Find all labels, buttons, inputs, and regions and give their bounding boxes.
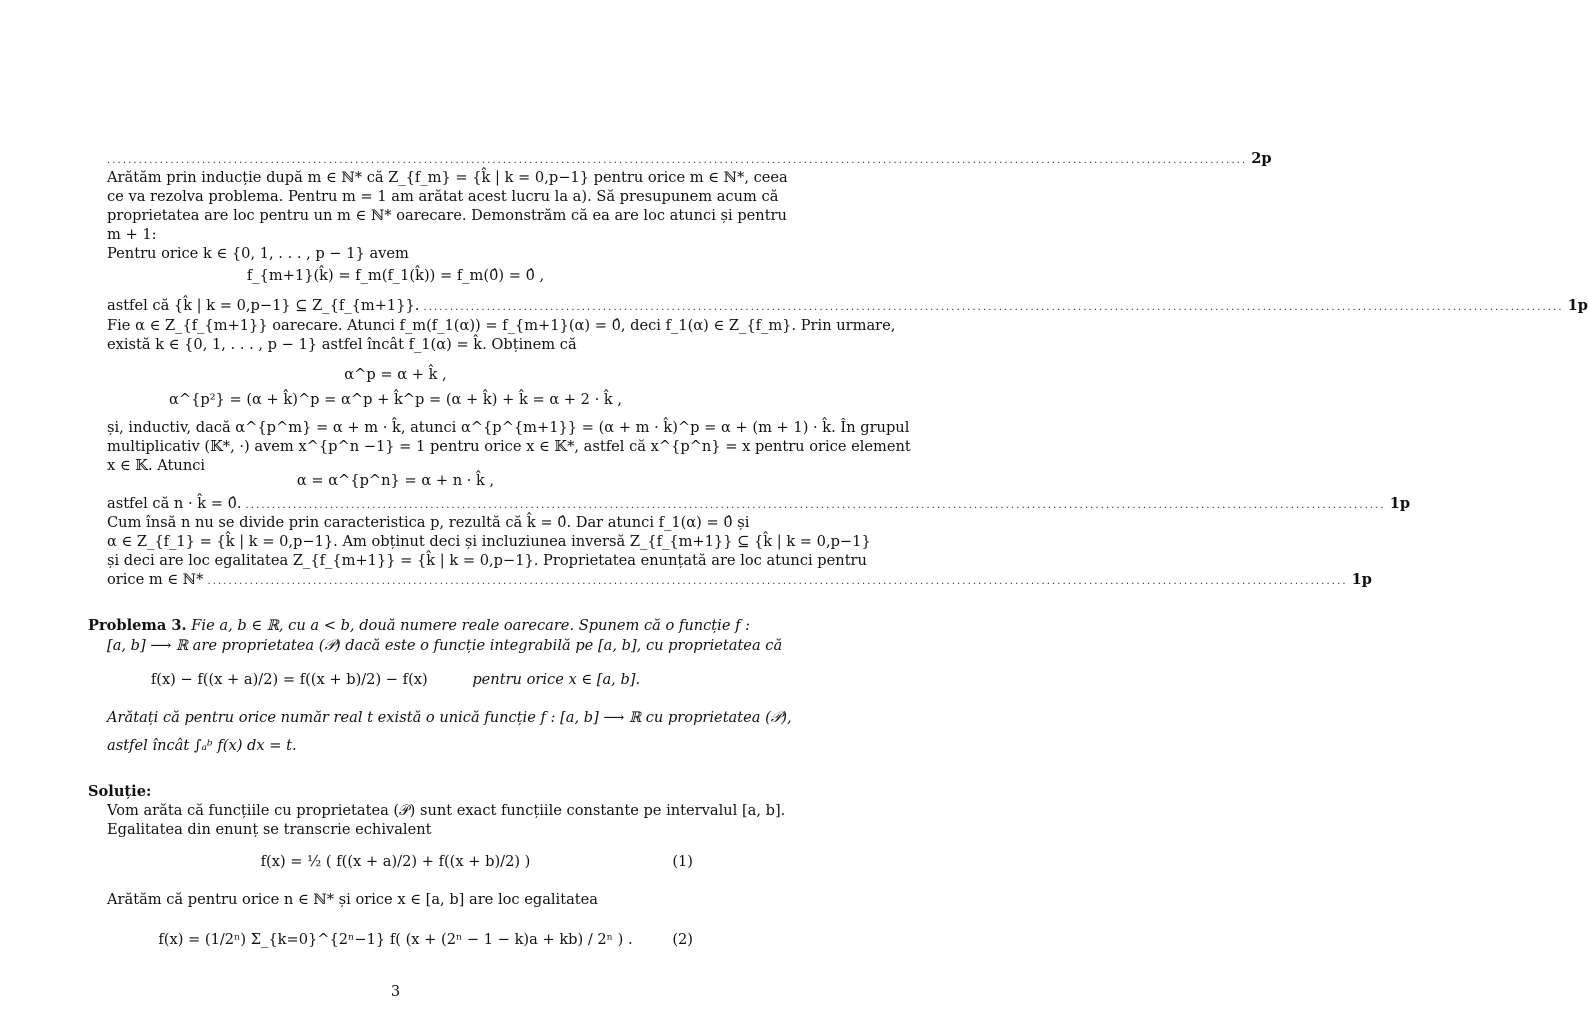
points-1p: 1p xyxy=(1389,495,1411,512)
solution-line: Egalitatea din enunț se transcrie echivalent xyxy=(107,821,432,838)
proof-line: și deci are loc egalitatea Z_{f_{m+1}} = {k̂ | k = 0,p−1}. Proprietatea enunțată are loc atunci pentru xyxy=(107,552,867,569)
problem-statement-line: astfel încât ∫ₐᵇ f(x) dx = t. xyxy=(107,737,297,754)
equation-number: (1) xyxy=(672,853,693,870)
proof-line: Cum însă n nu se divide prin caracteristica p, rezultă că k̂ = 0̂. Dar atunci f_1(α) = 0̂ și xyxy=(107,514,750,531)
equation-1: f(x) = ½ ( f((x + a)/2) + f((x + b)/2) ) xyxy=(260,853,531,870)
points-line xyxy=(107,149,1272,170)
dot-leader xyxy=(423,298,1563,317)
proof-line: Pentru orice k ∈ {0, 1, . . . , p − 1} avem xyxy=(107,245,409,262)
page-number: 3 xyxy=(390,983,401,1000)
proof-line: Arătăm prin inducție după m ∈ ℕ* că Z_{f_m} = {k̂ | k = 0,p−1} pentru orice m ∈ ℕ*, ceea xyxy=(107,169,788,186)
equation: f(x) − f((x + a)/2) = f((x + b)/2) − f(x) xyxy=(150,671,428,688)
equation-2: f(x) = (1/2ⁿ) Σ_{k=0}^{2ⁿ−1} f( (x + (2ⁿ − 1 − k)a + kb) / 2ⁿ ) . xyxy=(158,931,633,948)
points-2p: 2p xyxy=(1251,150,1272,167)
solution-line: Vom arăta că funcțiile cu proprietatea (𝒫) sunt exact funcțiile constante pe intervalul [a, b]. xyxy=(107,802,786,819)
problem-statement-line: [a, b] ⟶ ℝ are proprietatea (𝒫) dacă este o funcție integrabilă pe [a, b], cu proprietatea că xyxy=(107,637,783,654)
problem-label: Problema 3. xyxy=(88,617,187,634)
proof-line: multiplicativ (𝕂*, ·) avem x^{p^n −1} = 1 pentru orice x ∈ 𝕂*, astfel că x^{p^n} = x pentru orice element xyxy=(107,438,911,455)
proof-line: proprietatea are loc pentru un m ∈ ℕ* oarecare. Demonstrăm că ea are loc atunci și pentru xyxy=(107,207,787,224)
proof-line-with-points xyxy=(107,494,1411,515)
proof-text: orice m ∈ ℕ* xyxy=(107,571,204,588)
proof-line: există k ∈ {0, 1, . . . , p − 1} astfel încât f_1(α) = k̂. Obținem că xyxy=(107,336,577,353)
proof-line: α ∈ Z_{f_1} = {k̂ | k = 0,p−1}. Am obținut deci și incluziunea inversă Z_{f_{m+1}} ⊆ {k̂ | k = 0,p−1} xyxy=(107,533,871,550)
problem-equation xyxy=(0,670,791,690)
equation: f_{m+1}(k̂) = f_m(f_1(k̂)) = f_m(0̂) = 0̂ , xyxy=(246,267,545,284)
proof-line-with-points xyxy=(107,570,1372,591)
proof-line-with-points xyxy=(107,296,1588,317)
proof-line: m + 1: xyxy=(107,226,157,243)
proof-text: astfel că n · k̂ = 0̂. xyxy=(107,495,242,512)
points-1p: 1p xyxy=(1567,297,1588,314)
dot-leader xyxy=(207,572,1347,591)
equation: α^{p²} = (α + k̂)^p = α^p + k̂^p = (α + k̂) + k̂ = α + 2 · k̂ , xyxy=(169,391,622,408)
solution-title: Soluție: xyxy=(88,783,152,800)
solution-line: Arătăm că pentru orice n ∈ ℕ* și orice x ∈ [a, b] are loc egalitatea xyxy=(107,891,598,908)
problem-statement-line: Arătați că pentru orice număr real t există o unică funcție f : [a, b] ⟶ ℝ cu proprietatea (𝒫), xyxy=(107,709,792,726)
equation: α = α^{p^n} = α + n · k̂ , xyxy=(296,472,495,489)
points-1p: 1p xyxy=(1351,571,1372,588)
equation-condition: pentru orice x ∈ [a, b]. xyxy=(472,671,641,688)
problem-statement-line xyxy=(88,616,751,635)
equation-number: (2) xyxy=(672,931,693,948)
proof-line: x ∈ 𝕂. Atunci xyxy=(107,457,206,474)
problem-text: Fie a, b ∈ ℝ, cu a < b, două numere reale oarecare. Spunem că o funcție f : xyxy=(191,617,751,634)
equation: α^p = α + k̂ , xyxy=(344,366,447,383)
proof-line: Fie α ∈ Z_{f_{m+1}} oarecare. Atunci f_m(f_1(α)) = f_{m+1}(α) = 0̂, deci f_1(α) ∈ Z_{f_m}. Prin urmare, xyxy=(107,317,896,334)
proof-line: și, inductiv, dacă α^{p^m} = α + m · k̂, atunci α^{p^{m+1}} = (α + m · k̂)^p = α + (m + 1) · k̂. În grupul xyxy=(107,419,910,436)
proof-text: astfel că {k̂ | k = 0,p−1} ⊆ Z_{f_{m+1}}. xyxy=(107,297,420,314)
proof-line: ce va rezolva problema. Pentru m = 1 am arătat acest lucru la a). Să presupunem acum că xyxy=(107,188,779,205)
